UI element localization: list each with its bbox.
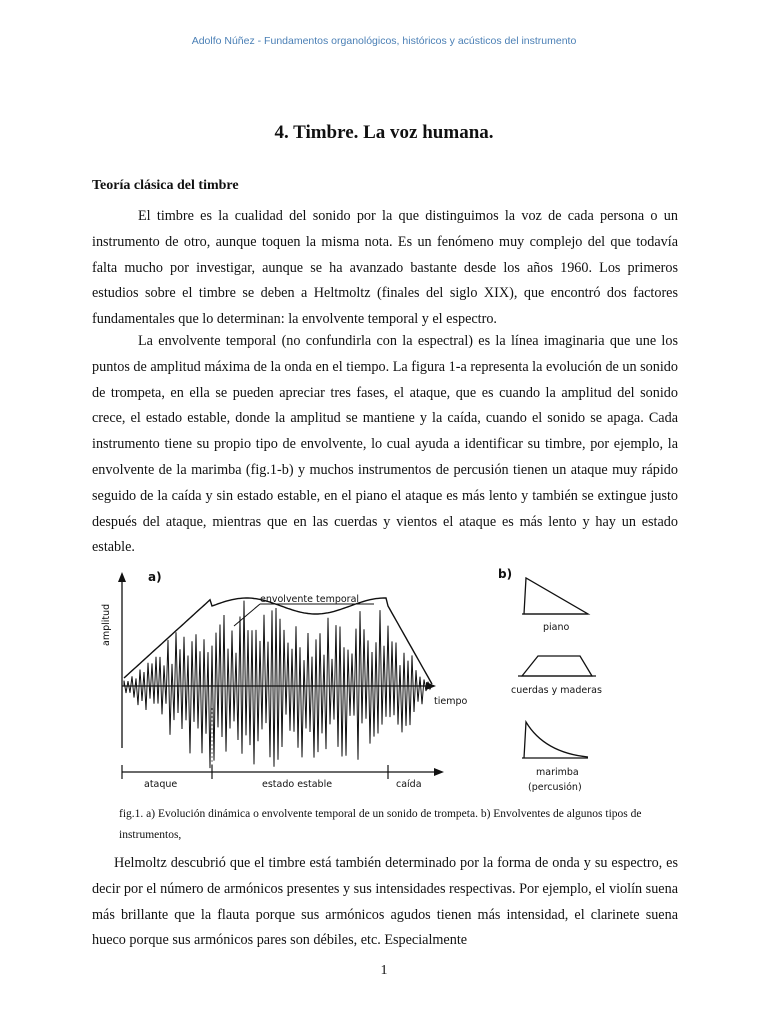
phase-label-steady: estado estable — [262, 779, 333, 790]
panel-a-label: a) — [148, 570, 162, 584]
envelope-pointer — [234, 604, 260, 626]
marimba-envelope-shape — [524, 722, 588, 758]
paragraph-temporal-envelope: La envolvente temporal (no confundirla con la espectral) es la línea imaginaria que une los puntos de amplitud máxima de la onda en el tiempo. La figura 1-a representa la evolución de un sonido de trompeta, en ella se pueden apreciar tres fases, el ataque, que es cuando la amplitud del sonido crece, el estado estable, donde la amplitud se mantiene y la caída, cuando el sonido se apaga. Cada instrumento tiene su propio tipo de envolvente, lo cual ayuda a identificar su timbre, por ejemplo, la envolvente de la marimba (fig.1-b) y muchos instrumentos de percusión tienen un ataque muy rápido seguido de la caída y sin estado estable, en el piano el ataque es más lento y también se extingue justo después del ataque, mientras que en las cuerdas y vientos el ataque es más lento y hay un estado estable. — [92, 333, 678, 556]
piano-envelope-shape — [524, 578, 588, 614]
chapter-title: 4. Timbre. La voz humana. — [274, 122, 494, 143]
y-axis-arrow — [118, 572, 126, 582]
strings-envelope-shape — [522, 656, 592, 676]
strings-label: cuerdas y maderas — [511, 685, 602, 696]
figure-envelope — [92, 558, 692, 796]
phase-label-attack: ataque — [144, 779, 178, 790]
marimba-sublabel: (percusión) — [528, 782, 582, 793]
running-header: Adolfo Núñez - Fundamentos organológicos, históricos y acústicos del instrumento — [191, 35, 577, 47]
paragraph-timbre-definition: El timbre es la cualidad del sonido por la que distinguimos la voz de cada persona o un instrumento de otro, aunque toquen la misma nota. Es un fenómeno muy complejo del que todavía falta mucho por investigar, aunque se ha avanzado bastante desde los años 1960. Los primeros estudios sobre el timbre se deben a Heltmoltz (finales del siglo XIX), que encontró dos factores fundamentales que lo determinan: la envolvente temporal y el espectro. — [92, 208, 678, 328]
phase-label-decay: caída — [396, 779, 422, 790]
marimba-label: marimba — [536, 767, 579, 778]
piano-label: piano — [543, 622, 570, 633]
paragraph-spectrum: Helmoltz descubrió que el timbre está también determinado por la forma de onda y su espectro, es decir por el número de armónicos presentes y sus intensidades respectivas. Por ejemplo, el violín suena más brillante que la flauta porque sus armónicos agudos tienen más intensidad, el clarinete suena hueco porque sus armónicos pares son débiles, etc. Especialmente — [92, 855, 678, 949]
figure-svg — [92, 558, 692, 796]
envelope-label: envolvente temporal — [260, 594, 360, 605]
y-axis-label: amplitud — [101, 603, 112, 646]
phase-timeline-arrow — [434, 768, 444, 776]
envelope-line — [124, 598, 432, 684]
page-number: 1 — [380, 963, 388, 978]
figure-caption: fig.1. a) Evolución dinámica o envolvente temporal de un sonido de trompeta. b) Envolventes de algunos tipos de instrumentos, — [119, 808, 642, 841]
panel-b-label: b) — [498, 567, 513, 581]
x-axis-label: tiempo — [434, 696, 468, 707]
section-heading: Teoría clásica del timbre — [92, 178, 239, 193]
waveform — [124, 601, 432, 769]
